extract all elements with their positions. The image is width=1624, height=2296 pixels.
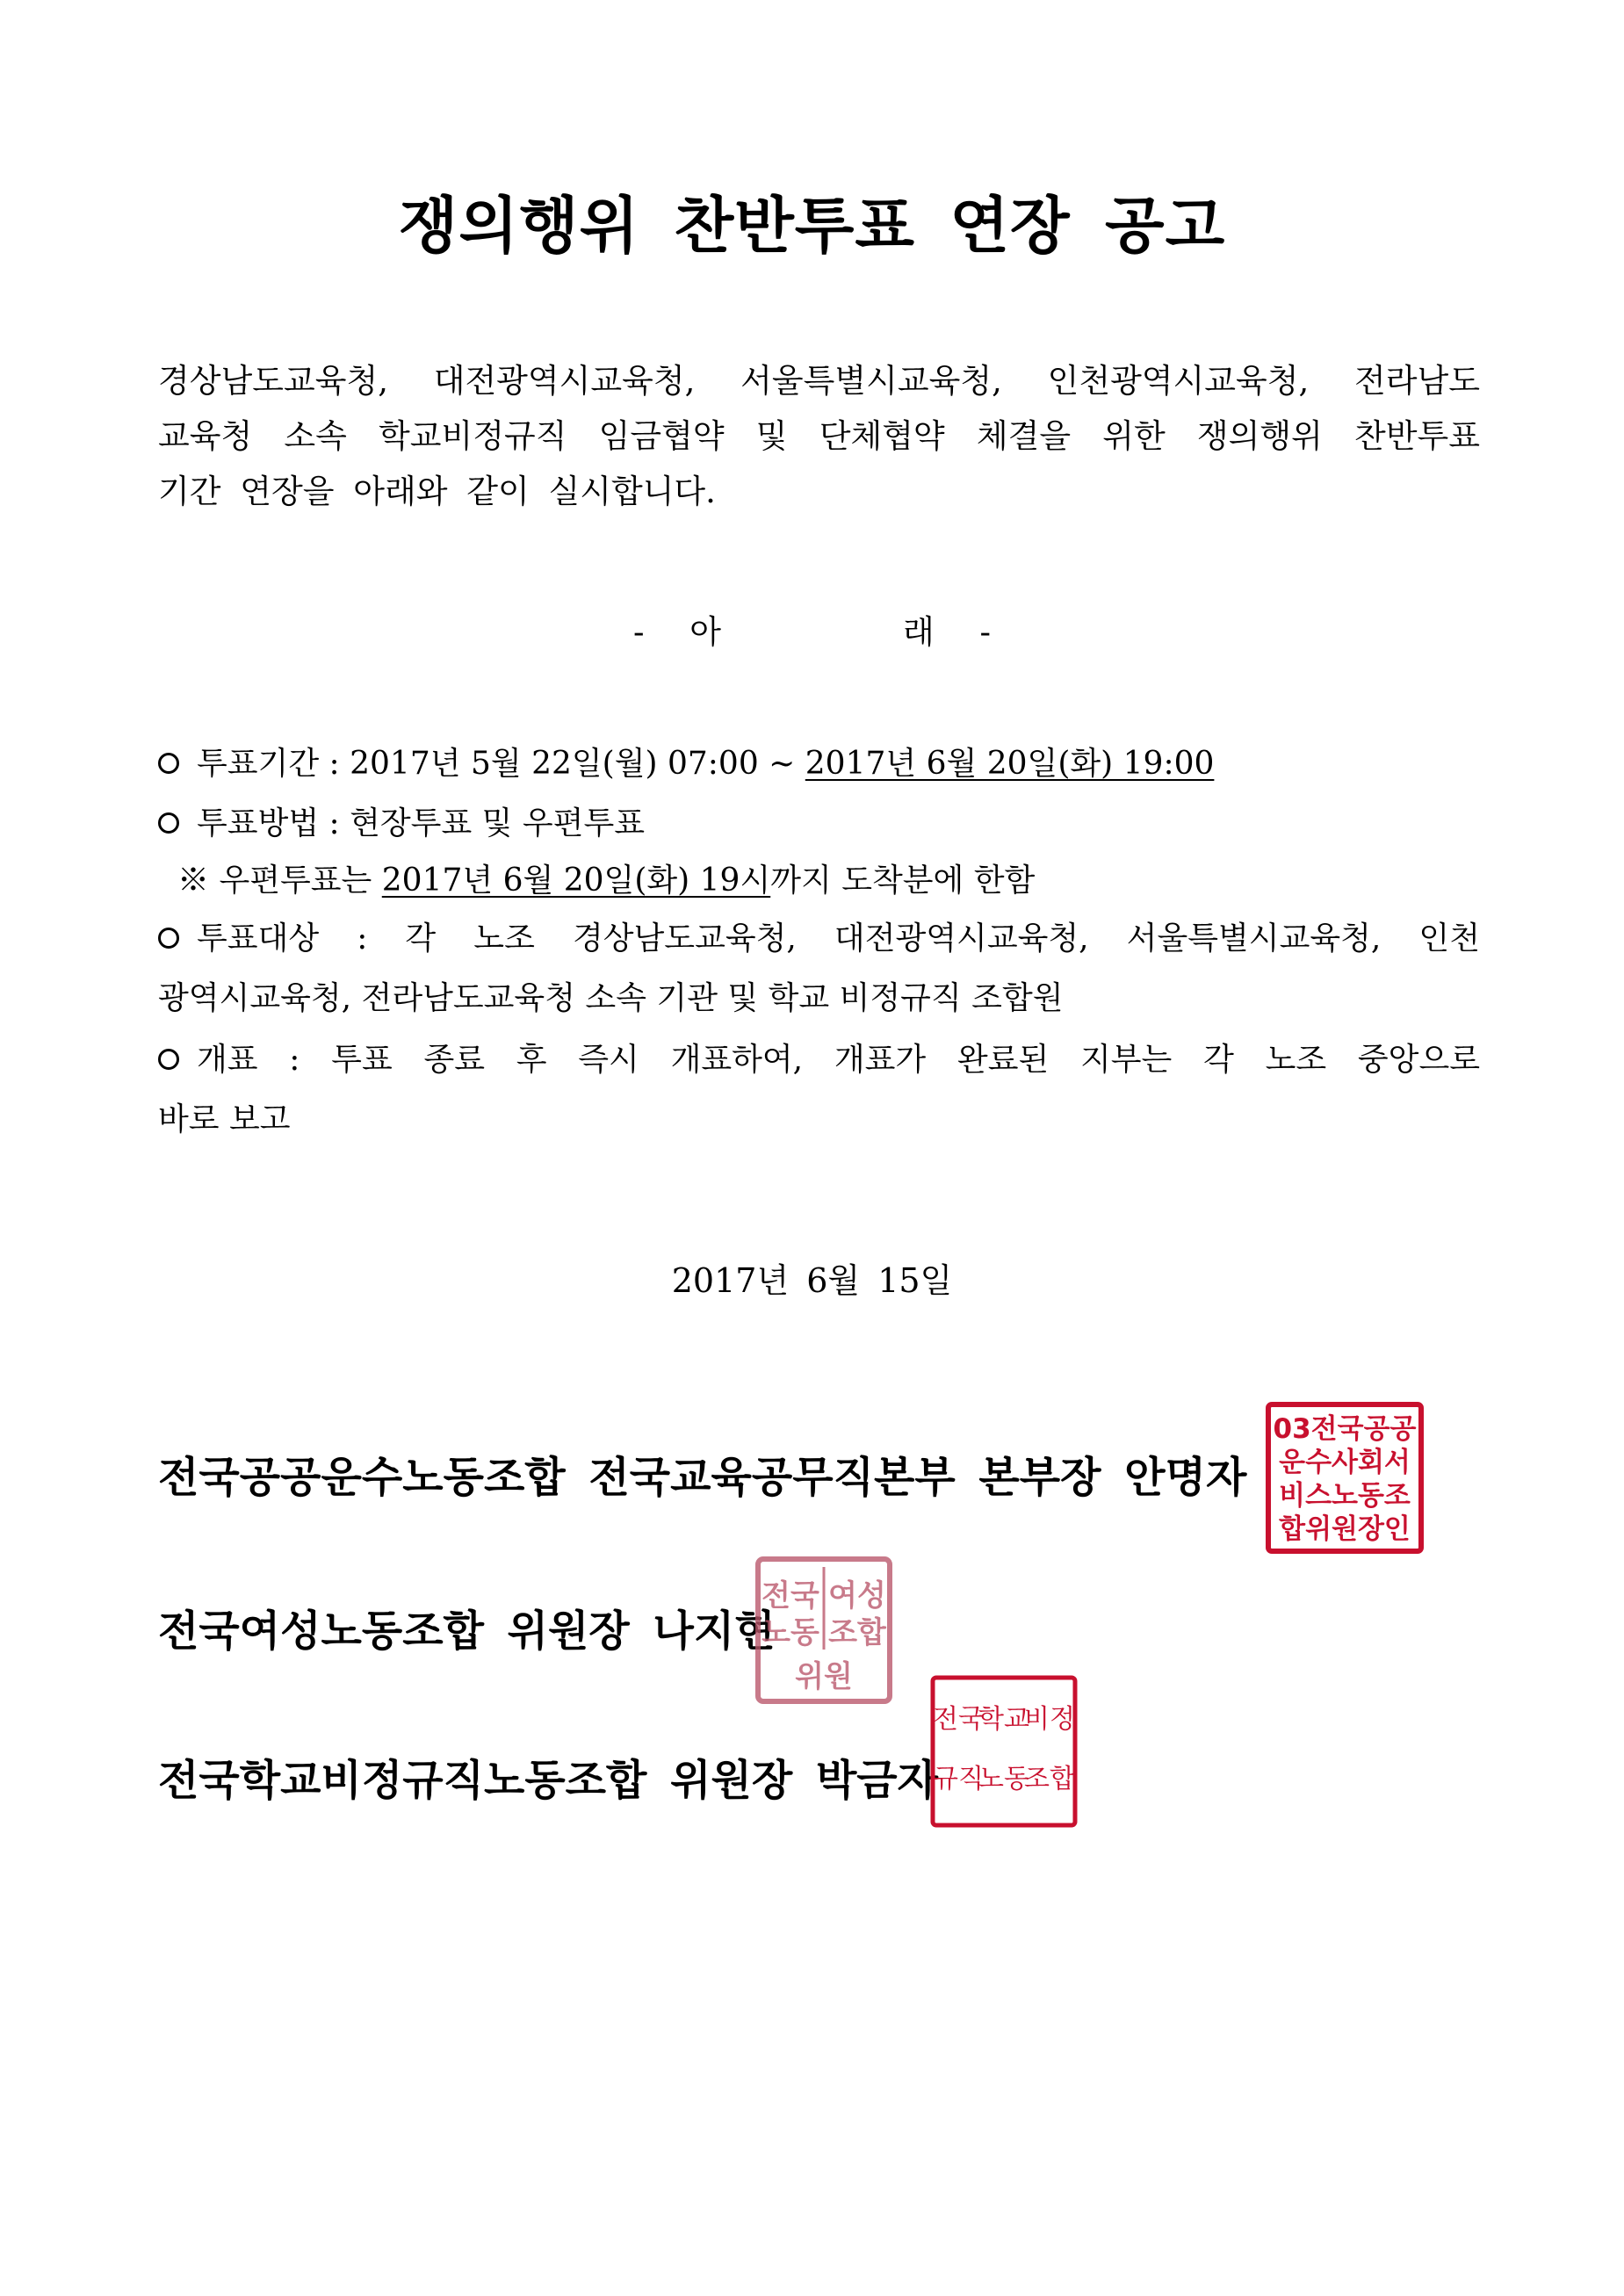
- note-prefix: ※ 우편투표는: [177, 863, 382, 899]
- notice-items: [158, 738, 1480, 1146]
- svg-text:비스노동조: 비스노동조: [1279, 1480, 1411, 1512]
- svg-text:03전국공공: 03전국공공: [1273, 1413, 1417, 1445]
- circle-bullet-icon: [158, 928, 179, 949]
- svg-text:합위원장인: 합위원장인: [1279, 1513, 1411, 1545]
- issue-date: 2017년 6월 15일: [671, 1261, 953, 1300]
- red-seal-icon: [1265, 1401, 1425, 1555]
- svg-text:노동: 노동: [978, 1764, 1029, 1794]
- svg-text:전국: 전국: [761, 1578, 819, 1614]
- document-title: 쟁의행위 찬반투표 연장 공고: [398, 190, 1226, 262]
- svg-text:위원: 위원: [795, 1659, 853, 1694]
- circle-bullet-icon: [158, 1049, 179, 1070]
- item-mail-note: [158, 855, 1480, 907]
- circle-bullet-icon: [158, 812, 179, 834]
- svg-text:조합: 조합: [828, 1615, 886, 1650]
- svg-text:조합: 조합: [1024, 1764, 1075, 1794]
- item-counting-cont: 바로 보고: [158, 1101, 291, 1137]
- svg-text:학교: 학교: [978, 1704, 1029, 1735]
- note-underlined-text: 2017년 6월 20일(화) 19시: [381, 863, 771, 899]
- seal-kptu-stamp: [1265, 1401, 1425, 1555]
- item-voting-target-cont: 광역시교육청, 전라남도교육청 소속 기관 및 학교 비정규직 조합원: [158, 980, 1064, 1016]
- intro-line: 교육청 소속 학교비정규직 임금협약 및 단체협약 체결을 위한 쟁의행위 찬반투표: [158, 417, 1480, 455]
- circle-bullet-icon: [158, 753, 179, 774]
- item-text: 투표대상 : 각 노조 경상남도교육청, 대전광역시교육청, 서울특별시교육청, 인천: [197, 921, 1480, 957]
- item-voting-period: [158, 738, 1480, 791]
- item-text: 개표 : 투표 종료 후 즉시 개표하여, 개표가 완료된 지부는 각 노조 중앙으로: [197, 1042, 1480, 1078]
- intro-line: 경상남도교육청, 대전광역시교육청, 서울특별시교육청, 인천광역시교육청, 전라남도: [158, 362, 1480, 400]
- item-voting-target: [158, 913, 1480, 965]
- item-text: 투표방법 : 현장투표 및 우편투표: [197, 805, 645, 841]
- item-voting-method: [158, 798, 1480, 850]
- signatory-women-union: 전국여성노동조합 위원장 나지현: [158, 1606, 776, 1656]
- intro-paragraph: [158, 353, 1480, 519]
- svg-text:운수사회서: 운수사회서: [1279, 1447, 1411, 1478]
- svg-text:전국: 전국: [933, 1704, 984, 1735]
- item-text: 투표기간 : 2017년 5월 22일(월) 07:00 ~: [197, 746, 805, 782]
- svg-text:비정: 비정: [1024, 1704, 1075, 1735]
- seal-school-stamp: [928, 1673, 1079, 1830]
- svg-text:규직: 규직: [933, 1764, 984, 1794]
- signatory-school-union: 전국학교비정규직노동조합 위원장 박금자: [158, 1756, 939, 1805]
- note-suffix: 까지 도착분에 한함: [770, 863, 1036, 899]
- item-counting: [158, 1034, 1480, 1087]
- item-underlined-text: 2017년 6월 20일(화) 19:00: [805, 746, 1215, 782]
- intro-line: 기간 연장을 아래와 같이 실시합니다.: [158, 473, 716, 510]
- signatory-kptu: 전국공공운수노동조합 전국교육공무직본부 본부장 안명자: [158, 1453, 1247, 1502]
- below-heading: - 아 래 -: [632, 613, 992, 651]
- svg-text:여성: 여성: [828, 1578, 886, 1614]
- svg-text:노동: 노동: [761, 1615, 819, 1650]
- red-seal-icon: [928, 1673, 1079, 1830]
